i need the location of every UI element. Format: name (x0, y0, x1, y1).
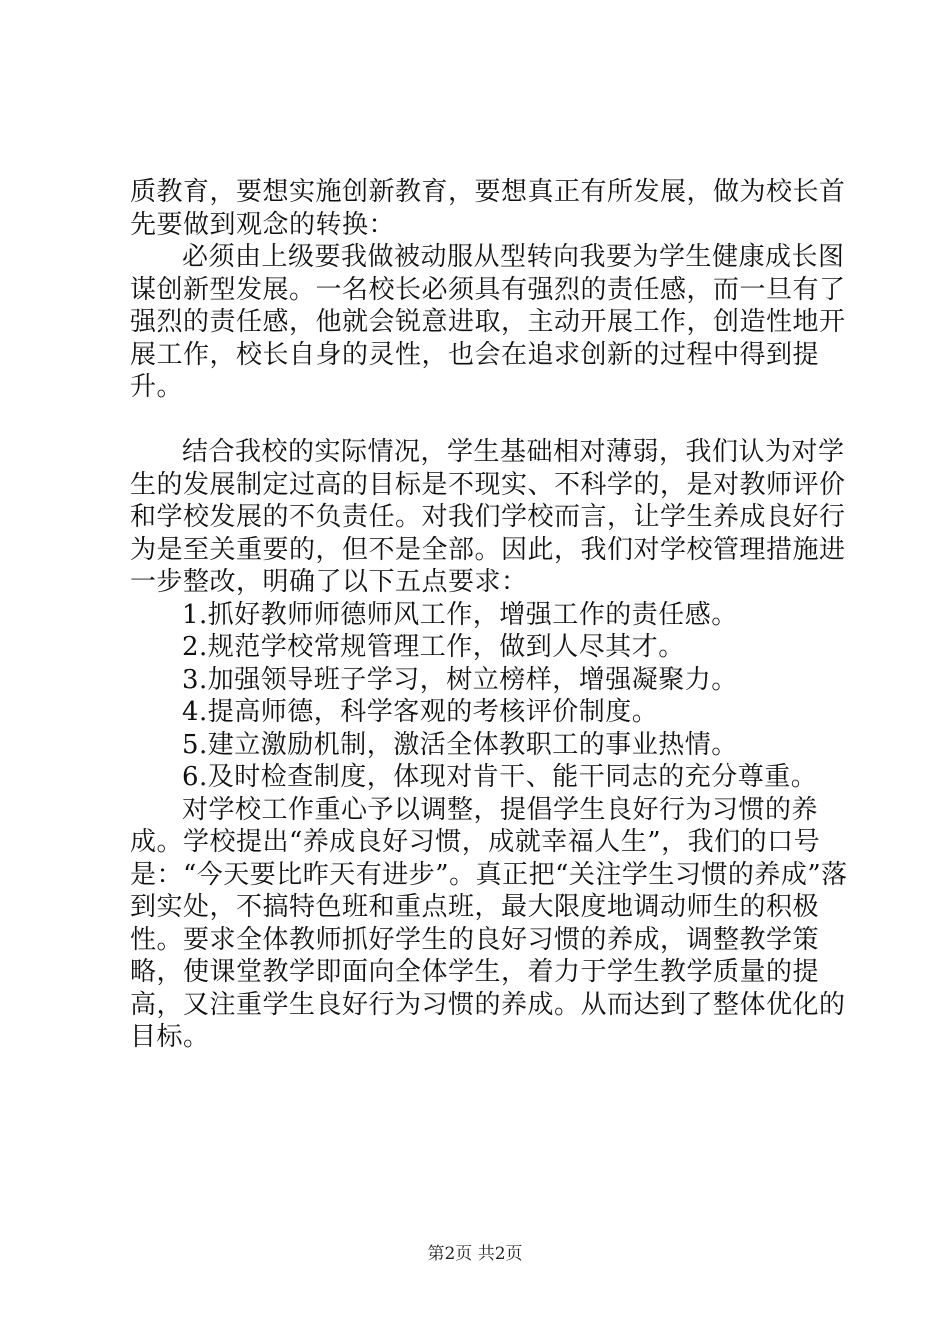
paragraph-gap (130, 404, 850, 437)
paragraph-work-focus: 对学校工作重心予以调整，提倡学生良好行为习惯的养成。学校提出“养成良好习惯，成就幸福人生”，我们的口号是：“今天要比昨天有进步”。真正把“关注学生习惯的养成”落到实处，不搞特色班和重点班，最大限度地调动师生的积极性。要求全体教师抓好学生的良好习惯的养成，调整教学策略，使课堂教学即面向全体学生，着力于学生教学质量的提高，又注重学生良好行为习惯的养成。从而达到了整体优化的目标。 (130, 794, 848, 1052)
list-item: 6.及时检查制度，体现对肯干、能干同志的充分尊重。 (182, 762, 818, 792)
document-body (130, 176, 850, 1054)
page-number-footer: 第2页 共2页 (427, 1244, 523, 1264)
paragraph-school-situation: 结合我校的实际情况，学生基础相对薄弱，我们认为对学生的发展制定过高的目标是不现实、不科学的，是对教师评价和学校发展的不负责任。对我们学校而言，让学生养成良好行为是至关重要的，但不是全部。因此，我们对学校管理措施进一步整改，明确了以下五点要求： (130, 437, 846, 597)
list-item: 1.抓好教师师德师风工作，增强工作的责任感。 (182, 599, 738, 630)
list-item: 2.规范学校常规管理工作，做到人尽其才。 (182, 632, 685, 662)
paragraph-intro: 质教育，要想实施创新教育，要想真正有所发展，做为校长首先要做到观念的转换： (130, 177, 846, 240)
list-item: 3.加强领导班子学习，树立榜样，增强凝聚力。 (182, 664, 738, 695)
list-item: 4.提高师德，科学客观的考核评价制度。 (182, 697, 659, 727)
paragraph-principal-responsibility: 必须由上级要我做被动服从型转向我要为学生健康成长图谋创新型发展。一名校长必须具有强烈的责任感，而一旦有了强烈的责任感，他就会锐意进取，主动开展工作，创造性地开展工作，校长自身的灵性，也会在追求创新的过程中得到提升。 (130, 242, 846, 402)
list-item: 5.建立激励机制，激活全体教职工的事业热情。 (182, 729, 738, 760)
